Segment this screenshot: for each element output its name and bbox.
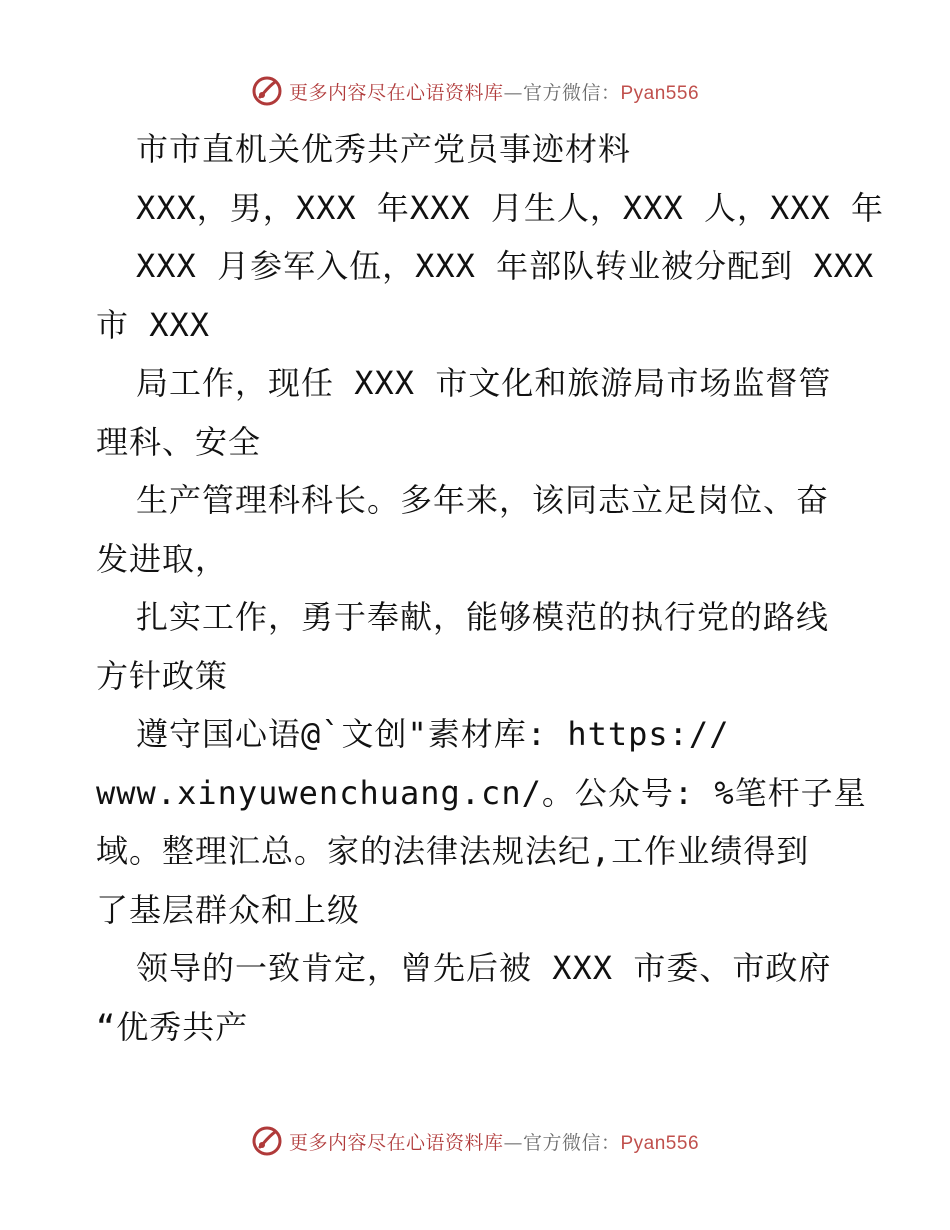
footer-banner-wechat: 官方微信： [522, 1131, 621, 1154]
footer-banner-text [289, 1128, 699, 1155]
page-footer-banner [0, 1121, 950, 1161]
header-banner-main: 更多内容尽在心语资料库 [288, 81, 504, 104]
page-header-banner [0, 71, 950, 111]
paragraph-line: XXX 月参军入伍，XXX 年部队转业被分配到 XXX [136, 247, 875, 285]
document-body [96, 120, 885, 1056]
paragraph-line: 市 XXX [96, 305, 211, 344]
header-banner [251, 75, 699, 107]
paragraph-line: 领导的一致肯定，曾先后被 XXX 市委、市政府 [136, 949, 832, 987]
brush-seal-logo-icon [251, 75, 283, 107]
paragraph-line: XXX，男，XXX 年XXX 月生人，XXX 人，XXX 年 [136, 188, 885, 227]
header-banner-text [289, 78, 699, 105]
paragraph-line: www.xinyuwenchuang.cn/。公众号: %笔杆子星 [96, 773, 867, 812]
header-banner-id: Pyan556 [620, 82, 700, 104]
header-banner-wechat: 官方微信： [522, 81, 621, 104]
header-banner-sep: — [503, 81, 523, 104]
footer-banner-id: Pyan556 [620, 1132, 700, 1154]
paragraph-line: 发进取， [96, 539, 229, 578]
paragraph-line: 生产管理科科长。多年来，该同志立足岗位、奋 [136, 481, 830, 519]
footer-banner-sep: — [503, 1131, 523, 1154]
paragraph-line: “优秀共产 [96, 1007, 249, 1046]
brush-seal-logo-icon [251, 1125, 283, 1157]
paragraph-line: 遵守国心语@`文创"素材库: https:// [136, 715, 730, 753]
paragraph-line: 扎实工作，勇于奉献，能够模范的执行党的路线 [136, 598, 830, 636]
footer-banner [251, 1125, 699, 1157]
footer-banner-main: 更多内容尽在心语资料库 [288, 1131, 504, 1154]
paragraph-line: 域。整理汇总。家的法律法规法纪,工作业绩得到 [96, 832, 810, 870]
paragraph-line: 方针政策 [96, 656, 229, 695]
paragraph-line: 局工作，现任 XXX 市文化和旅游局市场监督管 [136, 364, 832, 402]
document-title: 市市直机关优秀共产党员事迹材料 [136, 130, 632, 168]
paragraph-line: 理科、安全 [96, 422, 262, 461]
paragraph-line: 了基层群众和上级 [96, 890, 361, 929]
